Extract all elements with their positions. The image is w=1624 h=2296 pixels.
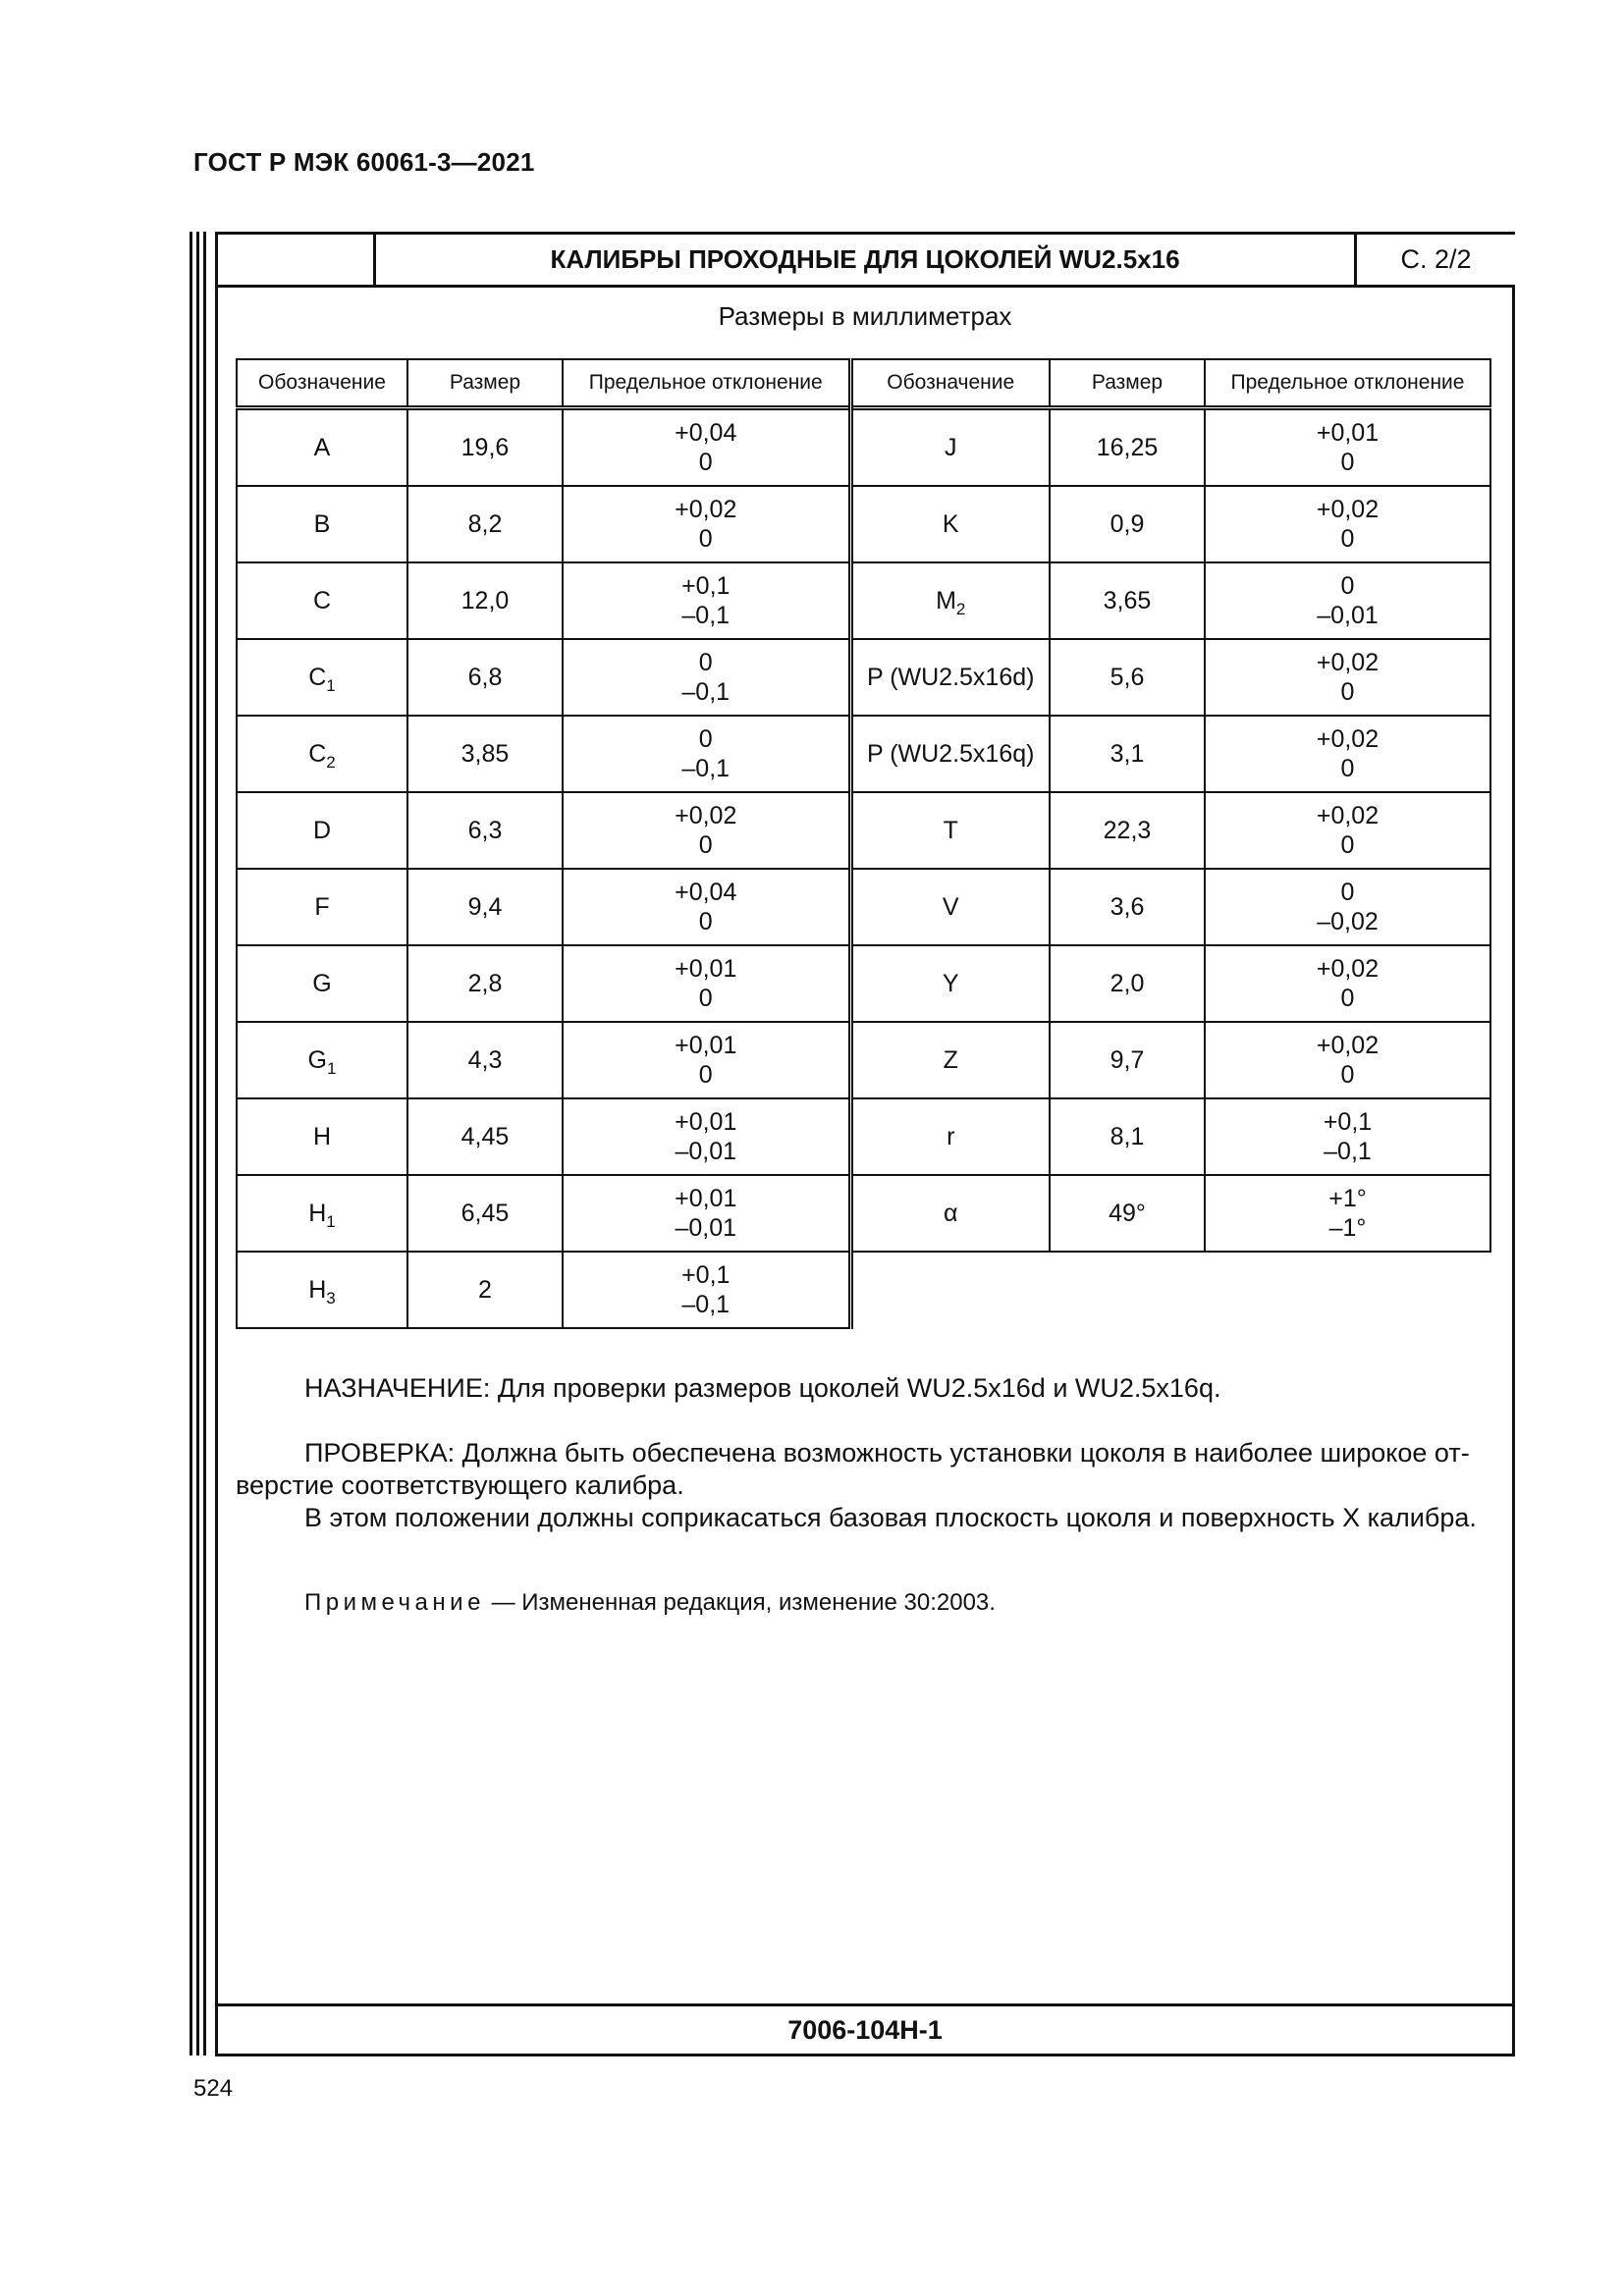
- designation-symbol: K: [942, 510, 959, 538]
- designation-subscript: 1: [326, 676, 336, 695]
- tolerance-cell: [1205, 1098, 1490, 1175]
- designation-cell: [237, 408, 407, 487]
- tolerance-lower: –0,1: [681, 602, 731, 629]
- size-cell: 3,1: [1050, 716, 1205, 792]
- size-cell: 12,0: [407, 562, 563, 639]
- page-number: 524: [193, 2075, 234, 2102]
- tolerance-lower: 0: [698, 908, 713, 935]
- sheet-page-number: С. 2/2: [1354, 235, 1515, 285]
- table-row: [237, 562, 1490, 639]
- tolerance-upper: 0: [698, 725, 713, 753]
- tolerance-upper: +0,02: [1316, 802, 1380, 829]
- designation-symbol: B: [313, 510, 331, 538]
- designation-cell: [237, 1098, 407, 1175]
- sheet-frame: [215, 232, 1515, 2056]
- designation-symbol: P (WU2.5x16d): [867, 664, 1035, 691]
- empty-cell: [1205, 1252, 1490, 1328]
- table-row: [237, 792, 1490, 869]
- tolerance-lower: –0,1: [681, 755, 731, 782]
- designation-cell: [850, 486, 1050, 562]
- tolerance-cell: [563, 1175, 850, 1252]
- check-paragraph-line1: ПРОВЕРКА: Должна быть обеспечена возможность установки цоколя в наиболее широкое от-: [304, 1438, 1470, 1468]
- size-cell: 8,1: [1050, 1098, 1205, 1175]
- tolerance-lower: 0: [1340, 831, 1355, 859]
- table-row: [237, 716, 1490, 792]
- designation-cell: [850, 869, 1050, 945]
- designation-symbol: H: [308, 1276, 327, 1304]
- designation-cell: [237, 1252, 407, 1328]
- size-cell: 2,8: [407, 945, 563, 1022]
- designation-cell: [850, 792, 1050, 869]
- size-cell: 2,0: [1050, 945, 1205, 1022]
- size-cell: 8,2: [407, 486, 563, 562]
- standard-header: ГОСТ Р МЭК 60061-3—2021: [193, 147, 535, 177]
- tolerance-cell: [563, 486, 850, 562]
- designation-subscript: 2: [326, 753, 336, 772]
- designation-symbol: C: [308, 664, 327, 691]
- tolerance-upper: +0,02: [1316, 955, 1380, 983]
- tolerance-lower: –0,01: [1317, 602, 1379, 629]
- designation-symbol: C: [312, 587, 332, 614]
- tolerance-lower: 0: [1340, 1061, 1355, 1089]
- tolerance-upper: +0,1: [681, 572, 731, 600]
- size-cell: 4,45: [407, 1098, 563, 1175]
- table-row: [237, 639, 1490, 716]
- size-cell: 3,85: [407, 716, 563, 792]
- designation-symbol: V: [942, 893, 959, 921]
- units-caption: Размеры в миллиметрах: [718, 301, 1012, 331]
- designation-symbol: P (WU2.5x16q): [867, 740, 1035, 768]
- tolerance-lower: 0: [698, 985, 713, 1012]
- tolerance-upper: +0,1: [681, 1261, 731, 1289]
- designation-cell: [237, 716, 407, 792]
- tolerance-lower: 0: [698, 525, 713, 553]
- tolerance-upper: 0: [698, 649, 713, 676]
- designation-symbol: J: [945, 434, 957, 461]
- tolerance-upper: +0,02: [1316, 725, 1380, 753]
- designation-symbol: H: [308, 1200, 327, 1227]
- designation-symbol: G: [312, 970, 332, 997]
- tolerance-lower: –0,01: [675, 1138, 737, 1165]
- designation-cell: [237, 1022, 407, 1098]
- designation-symbol: F: [314, 893, 330, 921]
- tolerance-upper: +0,02: [675, 802, 737, 829]
- table-row: [237, 408, 1490, 487]
- designation-cell: [850, 1175, 1050, 1252]
- tolerance-upper: +0,01: [675, 955, 737, 983]
- title-blank-cell: [218, 235, 376, 285]
- size-cell: 22,3: [1050, 792, 1205, 869]
- tolerance-cell: [1205, 408, 1490, 487]
- sheet-footer-code: 7006-104H-1: [218, 2003, 1512, 2054]
- column-header-size: Размер: [1050, 359, 1205, 408]
- designation-subscript: 3: [326, 1289, 336, 1308]
- size-cell: 0,9: [1050, 486, 1205, 562]
- tolerance-cell: [1205, 945, 1490, 1022]
- tolerance-upper: 0: [1340, 572, 1355, 600]
- tolerance-cell: [563, 1252, 850, 1328]
- designation-symbol: Z: [943, 1046, 958, 1074]
- tolerance-lower: 0: [698, 449, 713, 476]
- designation-symbol: G: [307, 1046, 327, 1074]
- title-row: [218, 235, 1512, 288]
- tolerance-cell: [563, 562, 850, 639]
- size-cell: 5,6: [1050, 639, 1205, 716]
- empty-cell: [850, 1252, 1050, 1328]
- size-cell: 3,6: [1050, 869, 1205, 945]
- tolerance-upper: 0: [1340, 879, 1355, 906]
- size-cell: 2: [407, 1252, 563, 1328]
- designation-cell: [850, 1022, 1050, 1098]
- table-row: [237, 1098, 1490, 1175]
- tolerance-cell: [563, 408, 850, 487]
- size-cell: 4,3: [407, 1022, 563, 1098]
- size-cell: 16,25: [1050, 408, 1205, 487]
- designation-symbol: D: [312, 817, 332, 844]
- designation-symbol: M: [936, 587, 956, 614]
- tolerance-cell: [1205, 869, 1490, 945]
- designation-cell: [237, 486, 407, 562]
- tolerance-upper: +0,04: [675, 419, 737, 447]
- designation-subscript: 2: [955, 600, 966, 618]
- table-row: [237, 945, 1490, 1022]
- note-label: Примечание: [304, 1589, 485, 1616]
- size-cell: 49°: [1050, 1175, 1205, 1252]
- tolerance-lower: 0: [1340, 449, 1355, 476]
- tolerance-lower: –0,1: [1324, 1138, 1372, 1165]
- tolerance-cell: [563, 869, 850, 945]
- tolerance-upper: +1°: [1328, 1185, 1367, 1212]
- table-row: [237, 869, 1490, 945]
- tolerance-cell: [1205, 639, 1490, 716]
- size-cell: 6,8: [407, 639, 563, 716]
- column-header-tolerance: Предельное отклонение: [563, 359, 850, 408]
- margin-rule: [196, 232, 199, 2056]
- tolerance-upper: +0,02: [1316, 1032, 1380, 1059]
- check-paragraph-line2: верстие соответствующего калибра.: [236, 1470, 684, 1500]
- tolerance-upper: +0,01: [675, 1185, 737, 1212]
- tolerance-lower: 0: [698, 1061, 713, 1089]
- tolerance-cell: [563, 1022, 850, 1098]
- tolerance-lower: 0: [698, 831, 713, 859]
- tolerance-upper: +0,01: [675, 1032, 737, 1059]
- tolerance-upper: +0,02: [675, 496, 737, 523]
- designation-symbol: Y: [942, 970, 959, 997]
- size-cell: 6,45: [407, 1175, 563, 1252]
- tolerance-lower: –0,1: [681, 1291, 731, 1318]
- column-header-size: Размер: [407, 359, 563, 408]
- designation-cell: [237, 639, 407, 716]
- designation-cell: [850, 945, 1050, 1022]
- tolerance-lower: 0: [1340, 985, 1355, 1012]
- tolerance-cell: [563, 1098, 850, 1175]
- table-row: [237, 1252, 1490, 1328]
- designation-cell: [237, 869, 407, 945]
- tolerance-cell: [1205, 486, 1490, 562]
- designation-symbol: H: [312, 1123, 332, 1150]
- size-cell: 9,7: [1050, 1022, 1205, 1098]
- tolerance-lower: –0,01: [675, 1214, 737, 1242]
- tolerance-upper: +0,1: [1323, 1108, 1373, 1136]
- size-cell: 6,3: [407, 792, 563, 869]
- note-text: — Измененная редакция, изменение 30:2003.: [484, 1589, 996, 1616]
- designation-symbol: α: [944, 1200, 958, 1227]
- tolerance-upper: +0,04: [675, 879, 737, 906]
- tolerance-cell: [1205, 716, 1490, 792]
- designation-subscript: 1: [326, 1059, 337, 1078]
- position-paragraph: В этом положении должны соприкасаться базовая плоскость цоколя и поверхность X калибра.: [304, 1503, 1477, 1532]
- designation-cell: [237, 562, 407, 639]
- tolerance-lower: 0: [1340, 755, 1355, 782]
- designation-cell: [237, 945, 407, 1022]
- table-row: [237, 486, 1490, 562]
- column-header-designation: Обозначение: [237, 359, 407, 408]
- table-row: [237, 1022, 1490, 1098]
- designation-symbol: A: [313, 434, 331, 461]
- tolerance-cell: [563, 945, 850, 1022]
- column-header-tolerance: Предельное отклонение: [1205, 359, 1490, 408]
- tolerance-cell: [563, 639, 850, 716]
- designation-subscript: 1: [326, 1212, 336, 1231]
- column-header-designation: Обозначение: [850, 359, 1050, 408]
- tolerance-upper: +0,01: [675, 1108, 737, 1136]
- designation-cell: [850, 639, 1050, 716]
- tolerance-cell: [563, 792, 850, 869]
- designation-cell: [237, 792, 407, 869]
- designation-symbol: r: [947, 1123, 955, 1150]
- empty-cell: [1050, 1252, 1205, 1328]
- size-cell: 9,4: [407, 869, 563, 945]
- tolerance-upper: +0,02: [1316, 649, 1380, 676]
- designation-symbol: C: [308, 740, 327, 768]
- designation-cell: [237, 1175, 407, 1252]
- table-header-row: [237, 359, 1490, 408]
- size-cell: 19,6: [407, 408, 563, 487]
- designation-cell: [850, 1098, 1050, 1175]
- tolerance-lower: 0: [1340, 678, 1355, 706]
- dimensions-table: [236, 358, 1491, 1329]
- note: [304, 1589, 996, 1617]
- tolerance-cell: [1205, 1022, 1490, 1098]
- purpose-paragraph: НАЗНАЧЕНИЕ: Для проверки размеров цоколей WU2.5x16d и WU2.5x16q.: [304, 1373, 1221, 1403]
- designation-cell: [850, 408, 1050, 487]
- margin-rule: [189, 232, 192, 2056]
- tolerance-lower: –0,02: [1317, 908, 1379, 935]
- tolerance-lower: –0,1: [681, 678, 731, 706]
- designation-cell: [850, 716, 1050, 792]
- tolerance-upper: +0,02: [1316, 496, 1380, 523]
- tolerance-cell: [1205, 1175, 1490, 1252]
- margin-rule: [203, 232, 206, 2056]
- designation-symbol: T: [943, 817, 958, 844]
- table-row: [237, 1175, 1490, 1252]
- size-cell: 3,65: [1050, 562, 1205, 639]
- tolerance-lower: –1°: [1328, 1214, 1367, 1242]
- tolerance-cell: [1205, 562, 1490, 639]
- tolerance-cell: [563, 716, 850, 792]
- designation-cell: [850, 562, 1050, 639]
- sheet-title-text: КАЛИБРЫ ПРОХОДНЫЕ ДЛЯ ЦОКОЛЕЙ WU2.5x16: [550, 244, 1180, 274]
- tolerance-cell: [1205, 792, 1490, 869]
- tolerance-upper: +0,01: [1316, 419, 1380, 447]
- tolerance-lower: 0: [1340, 525, 1355, 553]
